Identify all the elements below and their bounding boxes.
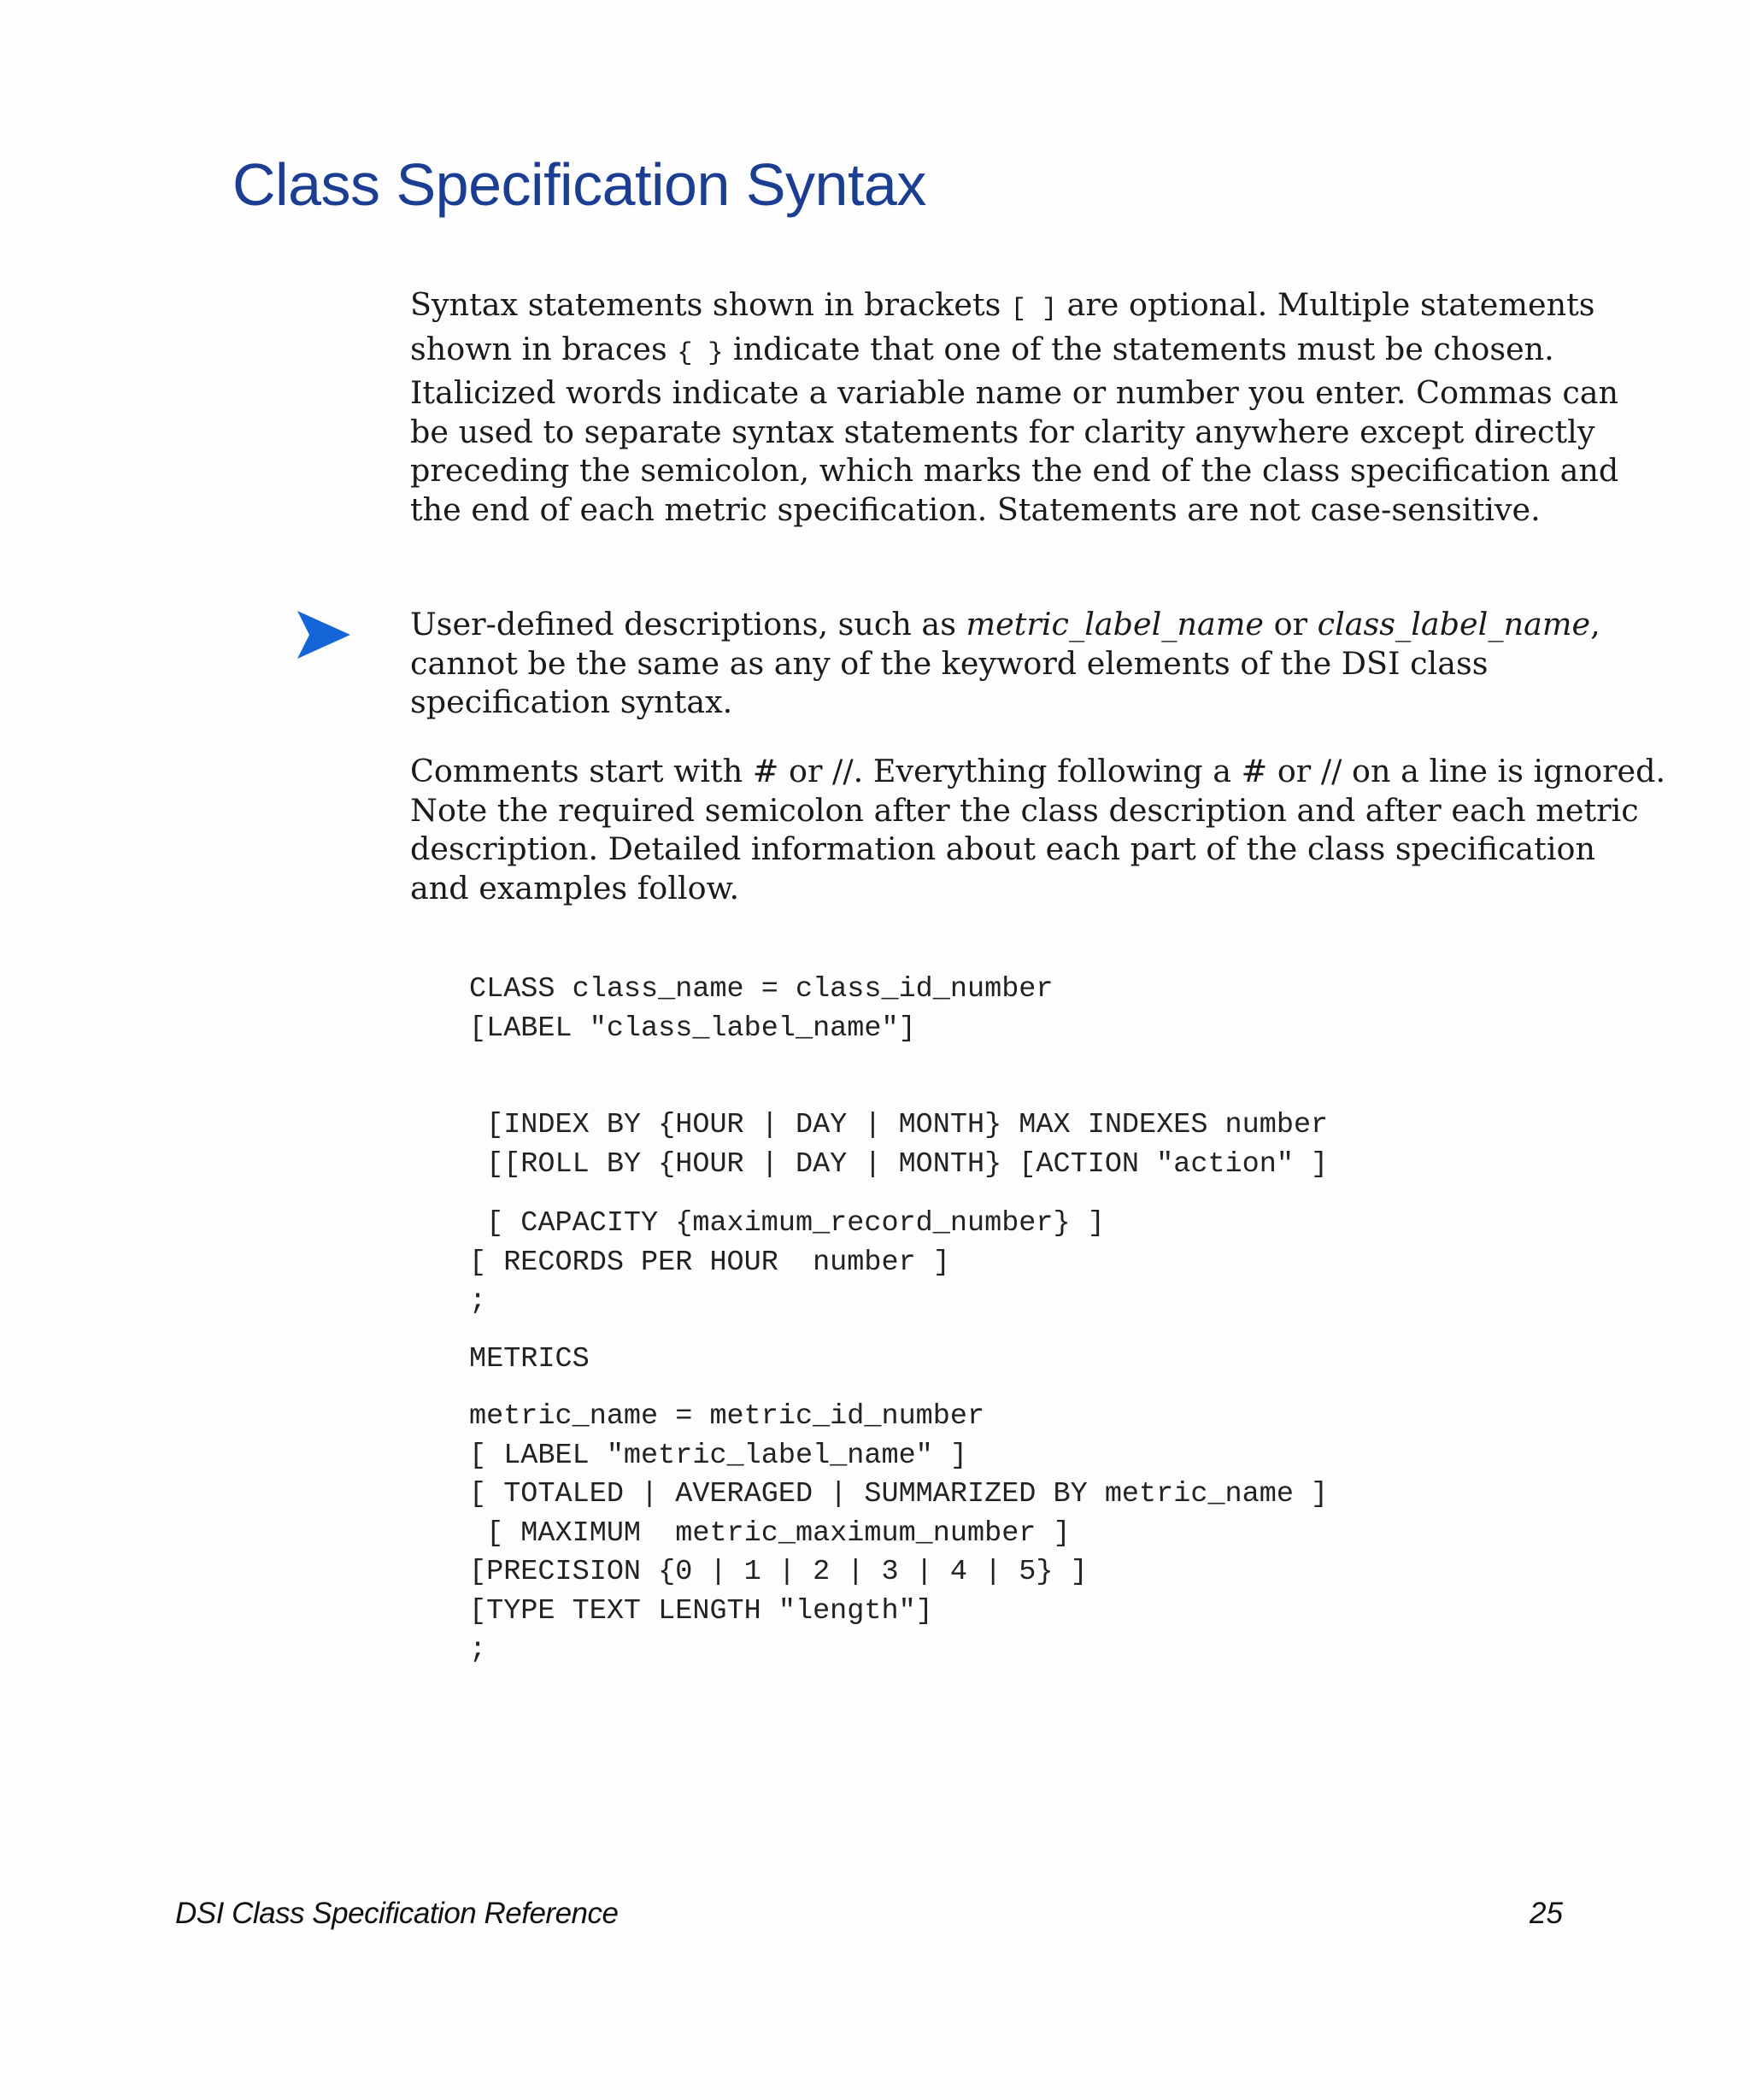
comments-line-1: Comments start with # or //. Everything following a # or // on a line is ignored. (410, 753, 1666, 789)
code-metric-spec: metric_name = metric_id_number [ LABEL "metric_label_name" ] [ TOTALED | AVERAGED | SUMMARIZED BY metric_name ] [ MAXIMUM metric_maximum_number ] [PRECISION {0 | 1 | 2 | 3 | 4 | 5} ] [TYPE TEXT LENGTH "length"] ; (469, 1400, 1329, 1666)
comments-paragraph (410, 752, 1666, 907)
note-line-1-text-b: or (1264, 606, 1318, 642)
intro-line-2-text-b: indicate that one of the statements must be chosen. (723, 330, 1554, 367)
comments-line-2: Note the required semicolon after the class description and after each metric (410, 791, 1639, 829)
class-label-name-term: class_label_name (1317, 606, 1591, 642)
comments-line-3: description. Detailed information about each part of the class specification (410, 830, 1595, 867)
arrow-right-icon (296, 609, 352, 660)
code-capacity-records: [ CAPACITY {maximum_record_number} ] [ RECORDS PER HOUR number ] ; (469, 1207, 1105, 1317)
intro-line-1-text-b: are optional. Multiple statements (1057, 286, 1595, 323)
intro-line-2-text-a: shown in braces (410, 330, 678, 367)
metric-label-name-term: metric_label_name (966, 606, 1265, 642)
intro-line-1 (410, 285, 1598, 330)
note-line-1-text-a: User-defined descriptions, such as (410, 606, 966, 642)
intro-line-5: preceding the semicolon, which marks the end of the class specification and (410, 452, 1619, 489)
note-line-2: cannot be the same as any of the keyword elements of the DSI class (410, 644, 1489, 682)
intro-line-3: Italicized words indicate a variable name or number you enter. Commas can (410, 374, 1619, 411)
intro-line-1-text-a: Syntax statements shown in brackets (410, 286, 1011, 323)
footer-page-number: 25 (1530, 1897, 1563, 1930)
note-paragraph (410, 605, 1598, 722)
footer-doc-title: DSI Class Specification Reference (175, 1897, 619, 1930)
page-title: Class Specification Syntax (232, 151, 926, 218)
intro-line-6: the end of each metric specification. Statements are not case-sensitive. (410, 490, 1541, 528)
note-line-3: specification syntax. (410, 683, 733, 720)
code-class-header: CLASS class_name = class_id_number [LABEL "class_label_name"] (469, 973, 1054, 1045)
code-index-roll: [INDEX BY {HOUR | DAY | MONTH} MAX INDEXES number [[ROLL BY {HOUR | DAY | MONTH} [ACTION "action" ] (486, 1109, 1329, 1181)
code-metrics-keyword: METRICS (469, 1343, 590, 1376)
intro-paragraph (410, 285, 1619, 529)
intro-line-4: be used to separate syntax statements for clarity anywhere except directly (410, 413, 1595, 450)
note-line-1 (410, 605, 1598, 644)
brackets-code: [ ] (1010, 295, 1057, 324)
intro-line-2 (410, 330, 1598, 374)
comments-line-4: and examples follow. (410, 869, 740, 906)
braces-code: { } (677, 338, 724, 368)
note-line-1-text-c: , (1590, 606, 1600, 642)
